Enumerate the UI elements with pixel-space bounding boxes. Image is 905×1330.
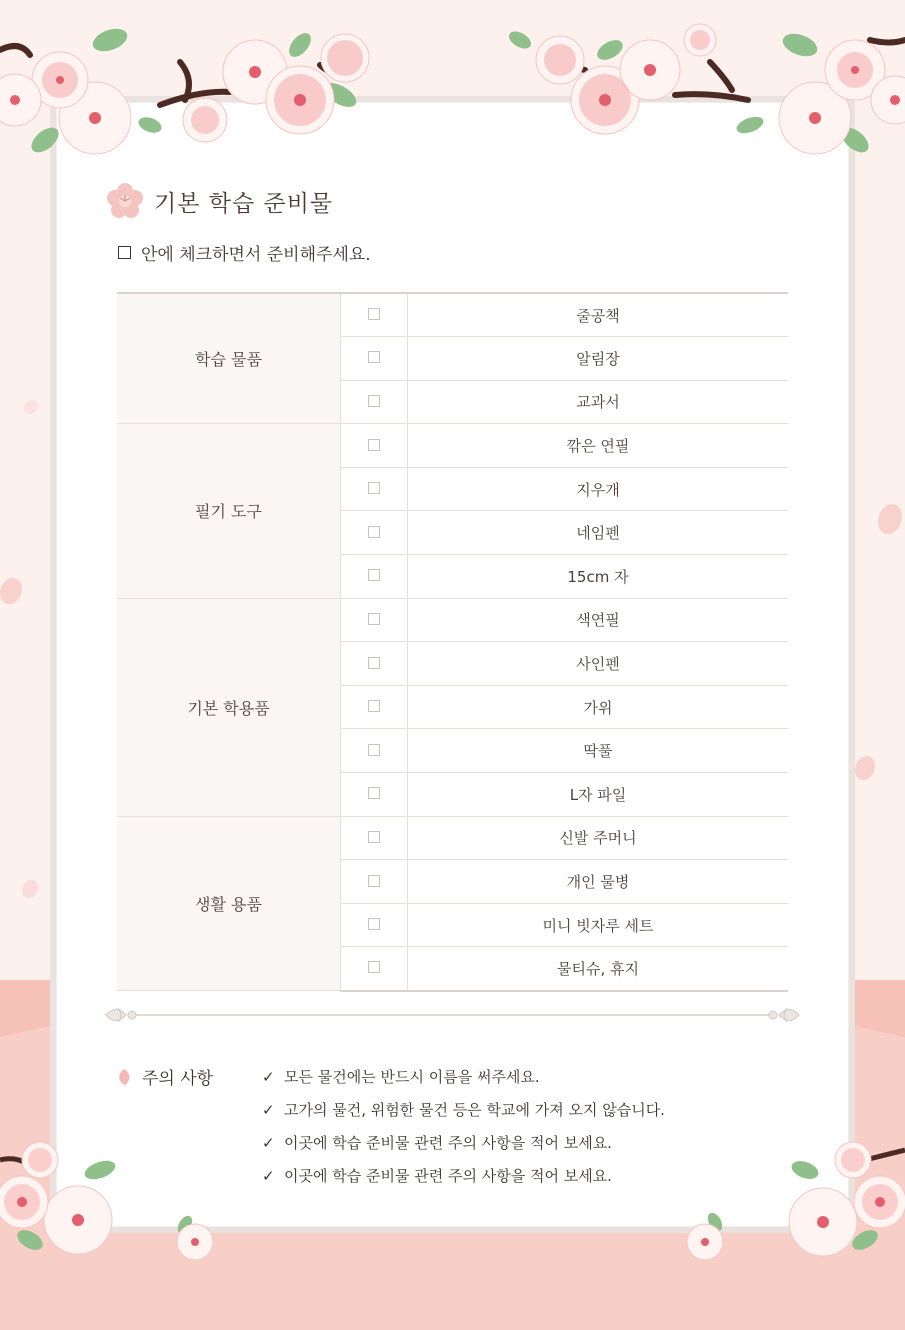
title-row xyxy=(106,182,333,220)
checkbox-cell xyxy=(341,380,408,424)
notice-label-row xyxy=(116,1064,213,1089)
petal-decoration xyxy=(855,756,875,780)
item-cell: 지우개 xyxy=(408,467,789,511)
table-row xyxy=(117,598,788,642)
checkbox-cell xyxy=(341,860,408,904)
notice-title: 주의 사항 xyxy=(142,1069,214,1089)
checkbox-cell xyxy=(341,903,408,947)
item-cell: 미니 빗자루 세트 xyxy=(408,903,789,947)
cherry-blossom-icon xyxy=(106,182,144,220)
item-cell: 알림장 xyxy=(408,337,789,381)
cherry-blossom-bottom-left xyxy=(0,1130,230,1280)
checkbox-cell xyxy=(341,598,408,642)
category-cell: 학습 물품 xyxy=(117,293,341,424)
check-mark-icon: ✓ xyxy=(262,1068,275,1086)
checkbox-icon xyxy=(118,246,131,259)
checkbox-cell xyxy=(341,685,408,729)
checkbox-cell xyxy=(341,947,408,991)
item-checkbox[interactable] xyxy=(368,787,380,799)
notice-item: ✓ 이곳에 학습 준비물 관련 주의 사항을 적어 보세요. xyxy=(262,1132,665,1165)
page-title: 기본 학습 준비물 xyxy=(154,190,334,217)
item-cell: 물티슈, 휴지 xyxy=(408,947,789,991)
item-cell: 15cm 자 xyxy=(408,555,789,599)
check-mark-icon: ✓ xyxy=(262,1134,275,1152)
checkbox-cell xyxy=(341,642,408,686)
checkbox-cell xyxy=(341,337,408,381)
subtitle-row xyxy=(118,240,371,265)
item-cell: 교과서 xyxy=(408,380,789,424)
item-cell: 색연필 xyxy=(408,598,789,642)
item-checkbox[interactable] xyxy=(368,351,380,363)
category-cell: 기본 학용품 xyxy=(117,598,341,816)
check-mark-icon: ✓ xyxy=(262,1167,275,1185)
checkbox-cell xyxy=(341,555,408,599)
item-checkbox[interactable] xyxy=(368,482,380,494)
ornamental-divider xyxy=(104,1002,801,1028)
item-checkbox[interactable] xyxy=(368,831,380,843)
item-cell: 가위 xyxy=(408,685,789,729)
checkbox-cell xyxy=(341,293,408,337)
item-cell: L자 파일 xyxy=(408,773,789,817)
item-checkbox[interactable] xyxy=(368,395,380,407)
checklist-table xyxy=(117,292,788,992)
item-checkbox[interactable] xyxy=(368,918,380,930)
notice-list xyxy=(262,1066,665,1198)
item-cell: 줄공책 xyxy=(408,293,789,337)
item-checkbox[interactable] xyxy=(368,700,380,712)
category-cell: 필기 도구 xyxy=(117,424,341,598)
item-cell: 네임펜 xyxy=(408,511,789,555)
item-cell: 깎은 연필 xyxy=(408,424,789,468)
checkbox-cell xyxy=(341,816,408,860)
check-mark-icon: ✓ xyxy=(262,1101,275,1119)
item-checkbox[interactable] xyxy=(368,569,380,581)
item-checkbox[interactable] xyxy=(368,657,380,669)
checkbox-cell xyxy=(341,424,408,468)
table-row xyxy=(117,293,788,337)
cherry-blossom-branch-top-left xyxy=(0,0,390,170)
item-checkbox[interactable] xyxy=(368,744,380,756)
item-checkbox[interactable] xyxy=(368,526,380,538)
checkbox-cell xyxy=(341,511,408,555)
petal-decoration xyxy=(22,880,38,898)
category-cell: 생활 용품 xyxy=(117,816,341,990)
item-cell: 사인펜 xyxy=(408,642,789,686)
petal-decoration xyxy=(0,578,22,604)
item-checkbox[interactable] xyxy=(368,875,380,887)
table-row xyxy=(117,424,788,468)
petal-decoration xyxy=(878,504,902,534)
cherry-blossom-bottom-right xyxy=(675,1130,905,1280)
notice-item: ✓ 모든 물건에는 반드시 이름을 써주세요. xyxy=(262,1066,665,1099)
petal-decoration xyxy=(24,400,38,414)
checkbox-cell xyxy=(341,773,408,817)
notice-item: ✓ 고가의 물건, 위험한 물건 등은 학교에 가져 오지 않습니다. xyxy=(262,1099,665,1132)
petal-icon xyxy=(116,1068,132,1086)
checkbox-cell xyxy=(341,729,408,773)
subtitle: 안에 체크하면서 준비해주세요. xyxy=(141,245,371,265)
item-checkbox[interactable] xyxy=(368,308,380,320)
checkbox-cell xyxy=(341,467,408,511)
item-checkbox[interactable] xyxy=(368,613,380,625)
table-row xyxy=(117,816,788,860)
cherry-blossom-branch-top-right xyxy=(500,0,905,170)
item-checkbox[interactable] xyxy=(368,439,380,451)
item-cell: 개인 물병 xyxy=(408,860,789,904)
item-checkbox[interactable] xyxy=(368,961,380,973)
notice-item: ✓ 이곳에 학습 준비물 관련 주의 사항을 적어 보세요. xyxy=(262,1165,665,1198)
item-cell: 딱풀 xyxy=(408,729,789,773)
item-cell: 신발 주머니 xyxy=(408,816,789,860)
